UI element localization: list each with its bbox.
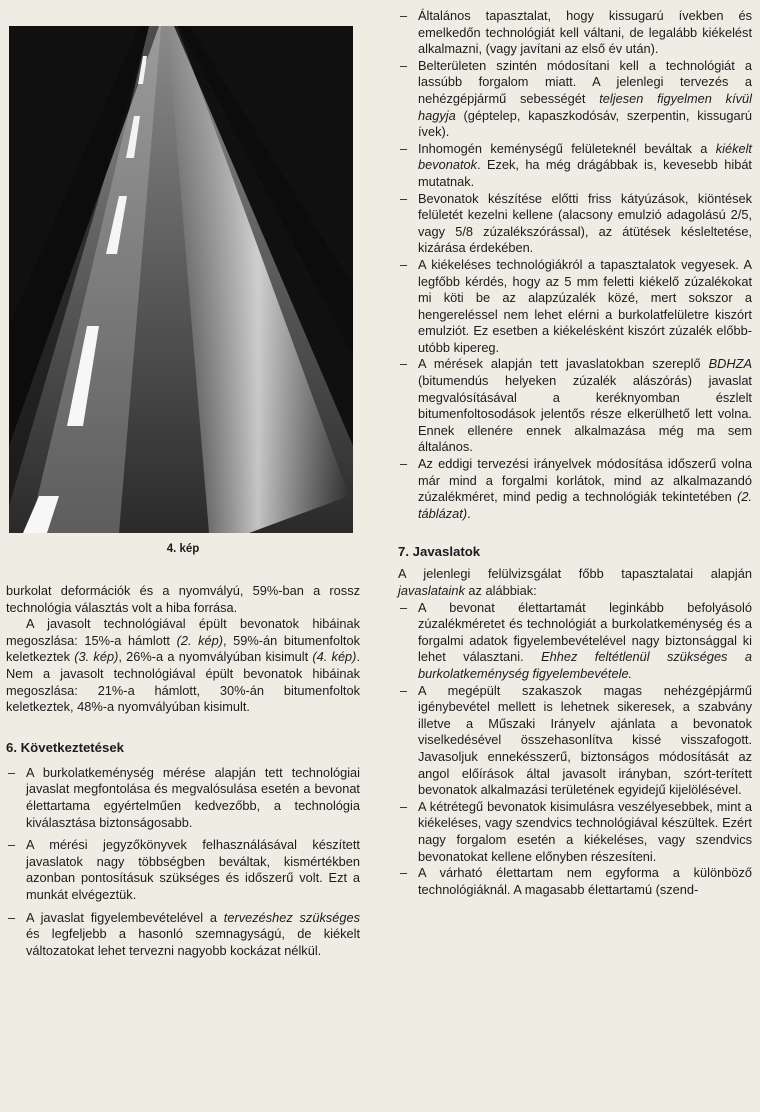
list-item: – A bevonat élettartamát leginkább befolyásoló zúzalékméretet és technológiát a burkolatkeménység és a forgalmi adatok figyelembevételével nagy biztonsággal ki lehet választani. Ehhez feltétlenül szükséges a burkolatkeménység figyelembevétele. (398, 600, 752, 683)
section-6-list (6, 765, 360, 960)
road-photo (9, 26, 353, 533)
list-item: – Az eddigi tervezési irányelvek módosítása időszerű volna már mind a forgalmi korlátok, mind az alkalmazandó zúzalékméret, mind pedig a technológiák tekintetében (2. táblázat). (398, 456, 752, 522)
list-item: – Belterületen szintén módosítani kell a technológiát a lassúbb forgalom miatt. A jelenlegi tervezés a nehézgépjármű sebességét teljesen figyelmen kívül hagyja (géptelep, kapaszkodósáv, szerpentin, kissugarú ívek). (398, 58, 752, 141)
section-7-intro: A jelenlegi felülvizsgálat főbb tapasztalatai alapján javaslataink az alábbiak: (398, 566, 752, 598)
list-item: – A burkolatkeménység mérése alapján tett technológiai javaslat megfontolása és megvalósulása esetén a bevonat élettartama egyértelműen kedvezőbb, a technológia kiválasztása biztonságosabb. (6, 765, 360, 831)
list-item: – Bevonatok készítése előtti friss kátyúzások, kiöntések felületét kezelni kellene (alacsony emulzió adagolású 2/5, vagy 5/8 zúzalékszórással), az átütések késleltetése, kizárása érdekében. (398, 191, 752, 257)
right-list (398, 8, 752, 522)
paragraph-1: burkolat deformációk és a nyomvályú, 59%-ban a rossz technológia választás volt a hiba forrása. (6, 583, 360, 615)
list-item: – A várható élettartam nem egyforma a különböző technológiáknál. A magasabb élettartamú (szend- (398, 865, 752, 898)
list-item: – A kiékeléses technológiákról a tapasztalatok vegyesek. A legfőbb kérdés, hogy az 5 mm feletti kiékelő zúzalékokat mi köti be az alapzúzalék közé, mert sokszor a hengereléssel nem lehet elérni a burkolatfelületre kiszórt emulziót. Ez esetben a kiékelésként kiszórt zúzalék előbb-utóbb kipereg. (398, 257, 752, 357)
left-column (6, 583, 360, 959)
section-7-list (398, 600, 752, 899)
figure-caption: 4. kép (166, 543, 200, 555)
section-6-heading: 6. Következtetések (6, 739, 125, 755)
list-item: – A megépült szakaszok magas nehézgépjármű igénybevétel mellett is lehetnek sikeresek, a szabvány illetve a Műszaki Irányelv ajánlata a bevonatok viselkedésével összehasonlítva kissé visszafogott. Javasoljuk ennekésszerű, biztonságos módosítását az angol előírások által javasolt irányban, szórt-terített bevonatok alkalmazási területének egyidejű kijelölésével. (398, 683, 752, 799)
right-column (398, 8, 752, 898)
list-item: – Általános tapasztalat, hogy kissugarú ívekben és emelkedőn technológiát kell váltani, de legalább kiékelést alkalmazni, (vagy javítani az első év után). (398, 8, 752, 58)
section-7-heading: 7. Javaslatok (398, 544, 481, 560)
list-item: – A mérések alapján tett javaslatokban szereplő BDHZA (bitumendús helyeken zúzalék alászórás) javaslat megvalósításával a keréknyomban észlelt bitumenfoltosodások jelentős része elkerülhető lett volna. Ennek ellenére ennek alkalmazása még ma sem általános. (398, 356, 752, 456)
paragraph-2: A javasolt technológiával épült bevonatok hibáinak megoszlása: 15%-a hámlott (2. kép), 59%-án bitumenfoltok keletkeztek (3. kép), 26%-a a nyomvályúban kisimult (4. kép). Nem a javasolt technológiával épült bevonatok hibáinak megoszlása: 21%-a hámlott, 30%-án bitumenfoltok keletkeztek, 48%-a nyomvályúban kisimult. (6, 616, 361, 715)
list-item: – A kétrétegű bevonatok kisimulásra veszélyesebbek, mint a kiékeléses, vagy szendvics technológiával készültek. Ezért nagy forgalom esetén a kiékeléses, vagy szendvics bevonatokat kellene előnyben részesíteni. (398, 799, 752, 865)
list-item: – A javaslat figyelembevételével a tervezéshez szükséges és legfeljebb a hasonló szemnagyságú, de kiékelt változatokat lehet tervezni nagyobb kockázat nélkül. (6, 910, 360, 960)
list-item: – Inhomogén keménységű felületeknél beváltak a kiékelt bevonatok. Ezek, ha még drágábbak is, kevesebb hibát mutatnak. (398, 141, 752, 191)
list-item: – A mérési jegyzőkönyvek felhasználásával készített javaslatok nagy többségben beváltak, kismértékben azonban pontosításuk szükséges és időszerű volt. Ezt a munkát elvégeztük. (6, 837, 360, 903)
